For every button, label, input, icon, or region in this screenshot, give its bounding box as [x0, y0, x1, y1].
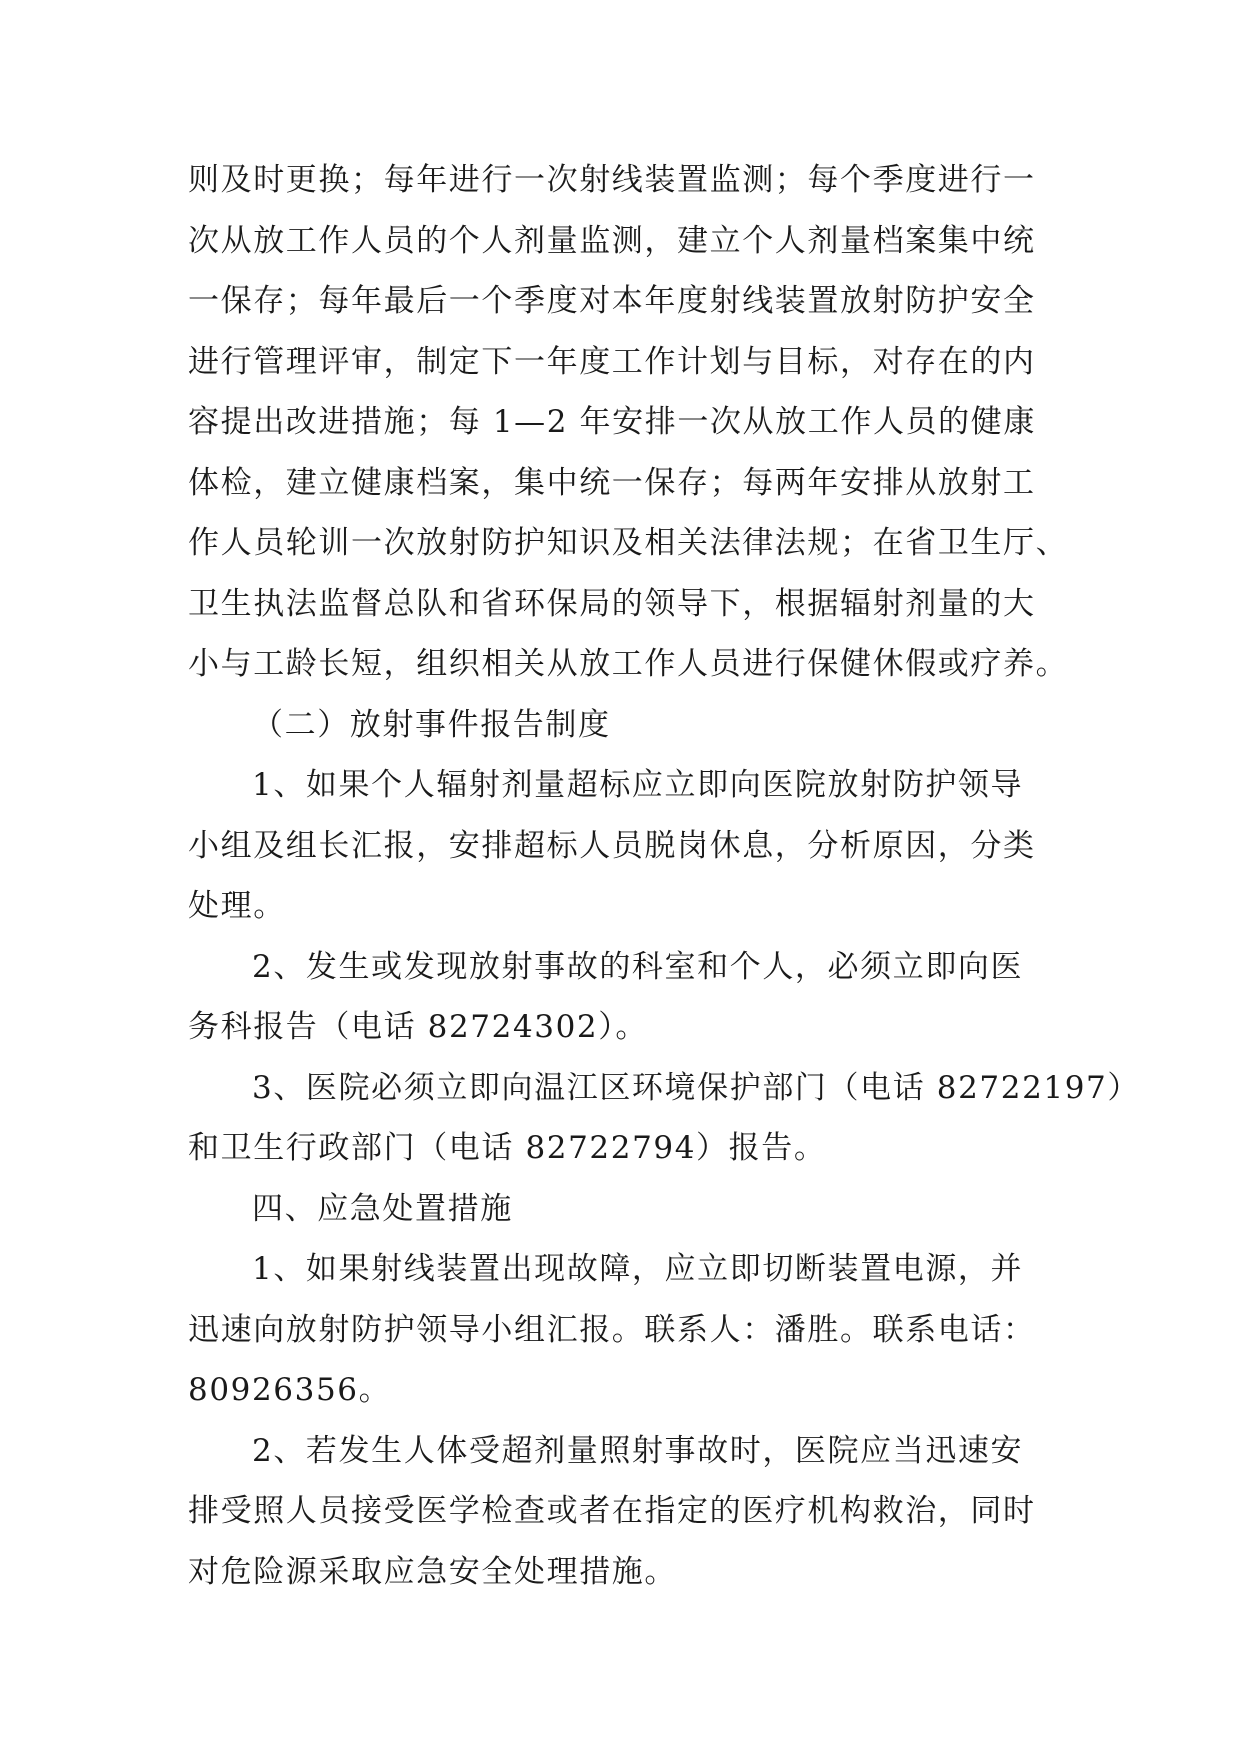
text-line: 进行管理评审，制定下一年度工作计划与目标，对存在的内 [188, 343, 1036, 380]
text-line: 2、发生或发现放射事故的科室和个人，必须立即向医 [252, 948, 1024, 985]
text-line: 处理。 [188, 888, 286, 924]
text-line: 3、医院必须立即向温江区环境保护部门（电话 82722197） [252, 1069, 1140, 1106]
text-line: 体检，建立健康档案，集中统一保存；每两年安排从放射工 [188, 464, 1036, 501]
document-body [188, 150, 1140, 1602]
text-line: 四、应急处置措施 [252, 1190, 513, 1227]
text-line: 务科报告（电话 82724302）。 [188, 1009, 648, 1045]
text-line: 次从放工作人员的个人剂量监测，建立个人剂量档案集中统 [188, 222, 1036, 259]
text-line: 1、如果个人辐射剂量超标应立即向医院放射防护领导 [252, 767, 1024, 803]
text-line: 一保存；每年最后一个季度对本年度射线装置放射防护安全 [188, 283, 1036, 319]
text-line: （二）放射事件报告制度 [252, 706, 611, 743]
text-line: 和卫生行政部门（电话 82722794）报告。 [188, 1130, 827, 1166]
text-line: 迅速向放射防护领导小组汇报。联系人：潘胜。联系电话： [188, 1311, 1036, 1348]
text-line: 作人员轮训一次放射防护知识及相关法律法规；在省卫生厅、 [188, 525, 1069, 561]
text-line: 1、如果射线装置出现故障，应立即切断装置电源，并 [252, 1251, 1024, 1287]
text-line: 排受照人员接受医学检查或者在指定的医疗机构救治，同时 [188, 1493, 1036, 1529]
text-line: 小组及组长汇报，安排超标人员脱岗休息，分析原因，分类 [188, 827, 1036, 864]
text-line: 小与工龄长短，组织相关从放工作人员进行保健休假或疗养。 [188, 646, 1069, 682]
text-line: 80926356。 [188, 1372, 392, 1408]
text-line: 卫生执法监督总队和省环保局的领导下，根据辐射剂量的大 [188, 585, 1036, 622]
text-line: 对危险源采取应急安全处理措施。 [188, 1553, 677, 1590]
text-line: 2、若发生人体受超剂量照射事故时，医院应当迅速安 [252, 1432, 1024, 1469]
text-line: 则及时更换；每年进行一次射线装置监测；每个季度进行一 [188, 162, 1036, 198]
text-line: 容提出改进措施；每 1—2 年安排一次从放工作人员的健康 [188, 404, 1036, 440]
